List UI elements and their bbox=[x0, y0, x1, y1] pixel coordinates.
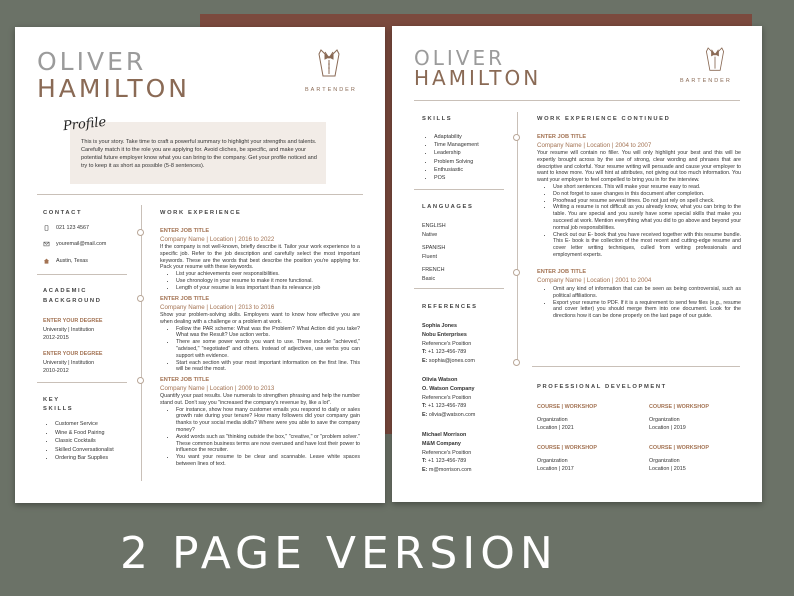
timeline-dot bbox=[137, 229, 144, 236]
job-title: ENTER JOB TITLE bbox=[160, 377, 210, 383]
timeline-dot bbox=[137, 377, 144, 384]
divider bbox=[37, 382, 127, 383]
list-item: • Writing a resume is not difficult as you already know, what you can bring to the table. You are special and you surely have some special skills that make you succeed at work. Mention everything what you did to go above and beyond your normal job responsibilities. bbox=[553, 204, 741, 231]
profile-heading: Profile bbox=[62, 114, 107, 135]
list-item: • Adaptability bbox=[434, 133, 479, 141]
resume-page-2 bbox=[392, 26, 762, 502]
job-description: Quantify your past results. Use numerals to strengthen phrasing and help the number stand out. Don't say you "increased the company's revenue by, like a lot". • For instance, show how many customer emails you respond to daily or sales growth rate during your tenure? How many followers did your company gain thanks to your social media skills? Where were you able to save the company money? • Avoid words such as "thinking outside the box," "creative," or "problem solver." These common business terms are now overused and have lost their power to influence the recruiter. • You want your resume to be clear and scannable. Leave white spaces between lines of text. bbox=[160, 393, 360, 468]
education-heading-2: BACKGROUND bbox=[43, 298, 102, 304]
job-description: Your resume will contain no filler. You will only highlight your best and this will be expertly brought across by the use of strong, clear wording and phrases that are descriptive and colorful. Your resume writing will persuade and cause your employer to want to know more. You will hint at attributes, not giving out too much information. You want your employer to feel compelled to bring you in for the interview. • Use short sentences. This will make your resume easy to read. • Do not forget to save changes in this document after completion. • Proofread your resume several times. Do not just rely on spell check. • Writing a resume is not difficult as you already know, what you can bring to the table. You are special and you surely have some special skills that make you succeed at work. Mention everything what you did to go above and beyond your normal job responsibilities. • Check out our E- book that you have received together with this resume bundle. This E- book is the collection of the most recent and cutting-edge resume and cover letter writing techniques, culled from writing professionals and employment experts. bbox=[537, 150, 741, 259]
job-meta: Company Name | Location | 2004 to 2007 bbox=[537, 142, 652, 149]
list-item: • Skilled Conversationalist bbox=[55, 446, 114, 455]
divider bbox=[414, 288, 504, 289]
list-item: • Classic Cocktails bbox=[55, 437, 114, 446]
job-title: ENTER JOB TITLE bbox=[160, 228, 210, 234]
course-item: COURSE | WORKSHOP Organization Location | 2021 bbox=[537, 404, 597, 432]
timeline-dot bbox=[513, 359, 520, 366]
skills-list bbox=[426, 133, 479, 182]
languages-heading: LANGUAGES bbox=[422, 204, 474, 210]
divider bbox=[414, 189, 504, 190]
contact-heading: CONTACT bbox=[43, 210, 83, 216]
job-description: If the company is not well-known, briefly describe it. Tailor your work experience to a specific job. Refer to the job description and carefully select the most important keywords. These are the words that best describe the position you're applying for. Pack your resume with these keywords. • List your achievements over responsibilities. • Use chronology in your resume to make it more functional. • Length of your resume is less important than its relevance job bbox=[160, 244, 360, 292]
course-item: COURSE | WORKSHOP Organization Location | 2017 bbox=[537, 445, 597, 473]
home-icon bbox=[43, 258, 50, 264]
contact-phone: 021 123 4567 bbox=[43, 224, 89, 233]
contact-email: youremail@mail.com bbox=[43, 240, 106, 249]
list-item: • You want your resume to be clear and scannable. Leave white spaces between lines of text. bbox=[176, 454, 360, 468]
reference-item: Michael Morrison M&M Company Reference's Position T: +1 123-456-789 E: m@morrison.com bbox=[422, 432, 472, 474]
divider bbox=[414, 100, 740, 101]
education-item: ENTER YOUR DEGREE University | Institution 2012-2015 bbox=[43, 318, 103, 341]
profile-text: This is your story. Take time to craft a powerful summary to highlight your strengths and talents. Carefully match it to the role you are applying for. Avoid cliches, be specific, and make your potential future employer know what you can bring to the company. Get your profile noticed and try to keep it as short as possible (5-8 sentences). bbox=[81, 139, 317, 169]
job-title: ENTER JOB TITLE bbox=[537, 134, 587, 140]
timeline-dot bbox=[513, 269, 520, 276]
list-item: • Problem Solving bbox=[434, 158, 479, 166]
job-description: Show your problem-solving skills. Employers want to know how effective you are when dealing with a challenge or a problem at work. • Follow the PAR scheme: What was the Problem? What Action did you take? What was the Result? Use action verbs. • There are some power words you want to use. These include "achieved," "advised," "negotiated" and others. Instead of adjectives, use verbs you can support with evidence. • Start each section with your most important information on the first line. This will be read the most. bbox=[160, 312, 360, 373]
contact-location: Austin, Texas bbox=[43, 257, 88, 266]
language-item: SPANISH Fluent bbox=[422, 245, 446, 260]
course-item: COURSE | WORKSHOP Organization Location | 2015 bbox=[649, 445, 709, 473]
list-item: • Enthusiastic bbox=[434, 166, 479, 174]
list-item: • Wine & Food Pairing bbox=[55, 429, 114, 438]
caption-title: 2 PAGE VERSION bbox=[120, 528, 558, 579]
job-description bbox=[537, 286, 741, 320]
timeline-line bbox=[517, 112, 518, 364]
job-meta: Company Name | Location | 2009 to 2013 bbox=[160, 385, 275, 392]
language-item: FRENCH Basic bbox=[422, 267, 445, 282]
skills-list bbox=[47, 420, 114, 463]
job-title: ENTER JOB TITLE bbox=[537, 269, 587, 275]
skills-heading: SKILLS bbox=[422, 116, 453, 122]
first-name: OLIVER bbox=[37, 47, 147, 76]
list-item: • Start each section with your most important information on the first line. This will be read the most. bbox=[176, 360, 360, 374]
work-heading: WORK EXPERIENCE CONTINUED bbox=[537, 116, 671, 122]
list-item: • Length of your resume is less important than its relevance job bbox=[176, 285, 360, 292]
last-name: HAMILTON bbox=[37, 74, 190, 103]
reference-item: Sophia Jones Nobu Enterprises Reference's Position T: +1 123-456-789 E: sophia@jones.com bbox=[422, 323, 475, 365]
list-item: • Avoid words such as "thinking outside the box," "creative," or "problem solver." These common business terms are now overused and have lost their power to influence the recruiter. bbox=[176, 434, 360, 454]
course-item: COURSE | WORKSHOP Organization Location | 2019 bbox=[649, 404, 709, 432]
list-item: • Time Management bbox=[434, 141, 479, 149]
role-label: BARTENDER bbox=[680, 78, 732, 84]
education-heading: ACADEMIC bbox=[43, 288, 88, 294]
skills-heading-2: SKILLS bbox=[43, 406, 74, 412]
list-item: • Leadership bbox=[434, 149, 479, 157]
timeline-line bbox=[141, 205, 142, 481]
list-item: • POS bbox=[434, 174, 479, 182]
tuxedo-icon bbox=[703, 46, 727, 74]
job-meta: Company Name | Location | 2016 to 2022 bbox=[160, 236, 275, 243]
first-name: OLIVER bbox=[414, 46, 505, 70]
list-item: • Proofread your resume several times. Do not just rely on spell check. bbox=[553, 198, 741, 205]
list-item: • Check out our E- book that you have received together with this resume bundle. This E- book is the collection of the most recent and cutting-edge resume and cover letter writing techniques, culled from writing professionals and employment experts. bbox=[553, 232, 741, 259]
job-meta: Company Name | Location | 2001 to 2004 bbox=[537, 277, 652, 284]
tuxedo-icon bbox=[315, 48, 343, 80]
skills-heading: KEY bbox=[43, 397, 60, 403]
last-name: HAMILTON bbox=[414, 66, 542, 90]
list-item: • Export your resume to PDF. If it is a requirement to send few files (e.g., resume and cover letter) you should merge them into one document. Look for the directions how it can be done properly on the last page of our guide. bbox=[553, 300, 741, 320]
job-meta: Company Name | Location | 2013 to 2016 bbox=[160, 304, 275, 311]
list-item: • Use chronology in your resume to make it more functional. bbox=[176, 278, 360, 285]
work-heading: WORK EXPERIENCE bbox=[160, 210, 242, 216]
phone-icon bbox=[43, 225, 50, 231]
language-item: ENGLISH Native bbox=[422, 223, 446, 238]
divider bbox=[37, 274, 127, 275]
timeline-dot bbox=[137, 295, 144, 302]
list-item: • Use short sentences. This will make your resume easy to read. bbox=[553, 184, 741, 191]
divider bbox=[37, 194, 363, 195]
list-item: • Ordering Bar Supplies bbox=[55, 454, 114, 463]
job-title: ENTER JOB TITLE bbox=[160, 296, 210, 302]
list-item: • Omit any kind of information that can be seen as being controversial, such as political affiliations. bbox=[553, 286, 741, 300]
list-item: • Customer Service bbox=[55, 420, 114, 429]
list-item: • Follow the PAR scheme: What was the Problem? What Action did you take? What was the Result? Use action verbs. bbox=[176, 326, 360, 340]
divider bbox=[532, 366, 740, 367]
timeline-dot bbox=[513, 134, 520, 141]
list-item: • For instance, show how many customer emails you respond to daily or sales growth rate during your tenure? How many followers did your company gain thanks to your social media skills? Where were you able to save the company money? bbox=[176, 407, 360, 434]
education-item: ENTER YOUR DEGREE University | Institution 2010-2012 bbox=[43, 351, 103, 374]
references-heading: REFERENCES bbox=[422, 304, 478, 310]
list-item: • There are some power words you want to use. These include "achieved," "advised," "negotiated" and others. Instead of adjectives, use verbs you can support with evidence. bbox=[176, 339, 360, 359]
resume-page-1 bbox=[15, 27, 385, 503]
reference-item: Olivia Watson O. Watson Company Reference's Position T: +1 123-456-789 E: olivia@watson.com bbox=[422, 377, 476, 419]
development-heading: PROFESSIONAL DEVELOPMENT bbox=[537, 384, 667, 390]
role-label: BARTENDER bbox=[305, 87, 357, 93]
mail-icon bbox=[43, 241, 50, 247]
list-item: • Do not forget to save changes in this document after completion. bbox=[553, 191, 741, 198]
list-item: • List your achievements over responsibilities. bbox=[176, 271, 360, 278]
